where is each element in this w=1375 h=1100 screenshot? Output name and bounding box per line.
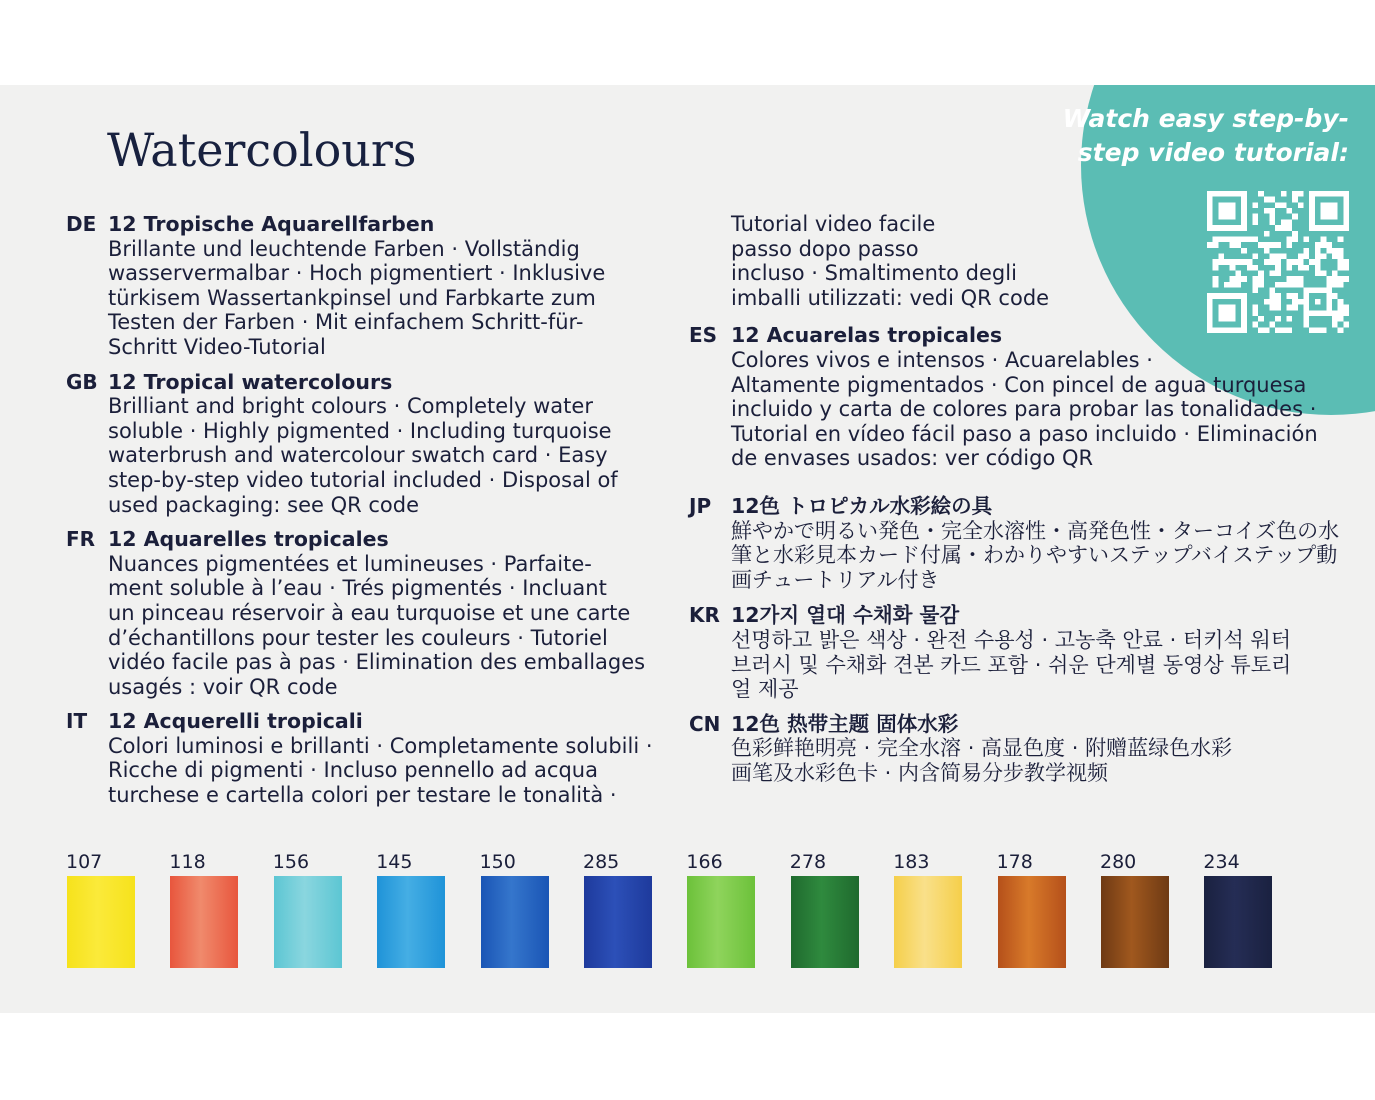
swatch-number: 278 <box>789 851 827 873</box>
language-code: DE <box>66 212 97 236</box>
language-code: IT <box>66 709 88 734</box>
section-text-line: Tutorial video facile <box>731 212 936 236</box>
swatch-number: 118 <box>169 851 206 873</box>
section-heading: 12가지 열대 수채화 물감 <box>731 603 960 628</box>
section-text-line: turchese e cartella colori per testare le tonalità · <box>108 783 617 808</box>
section-kr <box>689 603 1349 701</box>
section-text-line: 선명하고 밝은 색상 · 완전 수용성 · 고농축 안료 · 터키석 워터 <box>731 627 1292 652</box>
section-text-line: waterbrush and watercolour swatch card · Easy <box>108 443 608 468</box>
color-swatch <box>791 876 859 968</box>
section-text-line: step-by-step video tutorial included · Disposal of <box>108 467 618 492</box>
section-heading: 12 Acuarelas tropicales <box>731 323 1003 348</box>
swatch-number: 145 <box>376 851 413 873</box>
section-text-line: d’échantillons pour tester les couleurs · Tutoriel <box>108 625 608 650</box>
section-text-line: Schritt Video-Tutorial <box>108 334 326 359</box>
section-text-line: Tutorial en vídeo fácil paso a paso incluido · Eliminación <box>731 421 1318 446</box>
color-swatch <box>687 876 755 968</box>
swatch-number: 280 <box>1100 851 1137 873</box>
section-text-line: passo dopo passo <box>731 236 919 261</box>
section-text-line: Altamente pigmentados · Con pincel de agua turquesa <box>731 372 1307 397</box>
color-swatch <box>1204 876 1272 968</box>
section-text-line: used packaging: see QR code <box>108 492 420 517</box>
section-cn <box>689 712 1349 786</box>
section-text-line: un pinceau réservoir à eau turquoise et une carte <box>108 600 631 625</box>
swatch-number: 178 <box>996 851 1033 873</box>
section-gb <box>66 370 676 518</box>
callout-line-2: step video tutorial: <box>1077 138 1349 167</box>
language-code: KR <box>689 603 720 628</box>
color-swatch <box>377 876 445 968</box>
section-text-line: 鮮やかで明るい発色・完全水溶性・高発色性・ターコイズ色の水 <box>731 518 1340 543</box>
section-text-line: Ricche di pigmenti · Incluso pennello ad acqua <box>108 758 598 783</box>
label-panel <box>0 85 1375 1013</box>
right-column <box>689 212 1349 785</box>
swatch-number: 285 <box>583 851 620 873</box>
swatch-number: 150 <box>479 851 516 873</box>
section-text-line: 얼 제공 <box>731 677 799 702</box>
section-heading: 12 Tropische Aquarellfarben <box>108 212 435 236</box>
section-text-line: incluso · Smaltimento degli <box>731 261 1017 286</box>
language-code: CN <box>689 711 721 736</box>
section-text-line: ment soluble à l’eau · Trés pigmentés · Incluant <box>108 576 607 601</box>
callout-line-1: Watch easy step-by- <box>1062 104 1349 133</box>
swatch-number: 183 <box>893 851 930 873</box>
section-heading: 12色 热带主题 固体水彩 <box>731 711 959 736</box>
section-heading: 12 Acquerelli tropicali <box>108 709 363 734</box>
swatch-number: 166 <box>686 851 723 873</box>
color-swatch <box>584 876 652 968</box>
section-it <box>66 709 676 807</box>
section-text-line: usagés : voir QR code <box>108 674 338 699</box>
section-text-line: soluble · Highly pigmented · Including turquoise <box>108 418 612 443</box>
language-code: FR <box>66 527 96 552</box>
color-swatch <box>998 876 1066 968</box>
swatch-number: 107 <box>66 851 103 873</box>
section-it-continued <box>689 212 1349 310</box>
section-text-line: 筆と水彩見本カード付属・わかりやすいステップバイステップ動 <box>731 543 1338 568</box>
section-jp <box>689 494 1349 592</box>
section-text-line: 브러시 및 수채화 견본 카드 포함 · 쉬운 단계별 동영상 튜토리 <box>731 652 1292 677</box>
section-text-line: Colores vivos e intensos · Acuarelables · <box>731 347 1153 372</box>
video-callout-text <box>1049 102 1349 170</box>
section-heading: 12 Tropical watercolours <box>108 369 393 394</box>
color-swatch <box>1101 876 1169 968</box>
left-column <box>66 212 676 808</box>
section-text-line: 画チュートリアル付き <box>731 567 940 592</box>
section-text-line: Brillante und leuchtende Farben · Vollständig <box>108 236 580 261</box>
section-fr <box>66 527 676 699</box>
color-swatch <box>274 876 342 968</box>
section-text-line: Colori luminosi e brillanti · Completamente solubili · <box>108 733 653 758</box>
section-text-line: imballi utilizzati: vedi QR code <box>731 285 1050 310</box>
color-swatch <box>67 876 135 968</box>
color-swatch <box>894 876 962 968</box>
section-de <box>66 212 676 360</box>
language-code: JP <box>689 493 712 518</box>
page-title: Watercolours <box>107 123 417 177</box>
section-text-line: Brilliant and bright colours · Completely water <box>108 394 593 419</box>
section-text-line: türkisem Wassertankpinsel und Farbkarte zum <box>108 285 596 310</box>
section-heading: 12色 トロピカル水彩絵の具 <box>731 493 993 518</box>
section-text-line: 画笔及水彩色卡 · 内含简易分步教学视频 <box>731 760 1109 785</box>
section-text-line: Testen der Farben · Mit einfachem Schritt-für- <box>108 310 584 335</box>
section-text-line: wasservermalbar · Hoch pigmentiert · Inklusive <box>108 261 606 286</box>
language-code: GB <box>66 369 98 394</box>
section-heading: 12 Aquarelles tropicales <box>108 527 389 552</box>
section-text-line: de envases usados: ver código QR <box>731 446 1094 471</box>
swatch-number: 156 <box>272 851 310 873</box>
section-text-line: 色彩鲜艳明亮 · 完全水溶 · 高显色度 · 附赠蓝绿色水彩 <box>731 736 1233 761</box>
language-code: ES <box>689 323 718 348</box>
section-text-line: Nuances pigmentées et lumineuses · Parfaite- <box>108 551 592 576</box>
color-swatch <box>481 876 549 968</box>
swatch-number: 234 <box>1203 851 1240 873</box>
section-text-line: incluido y carta de colores para probar las tonalidades · <box>731 397 1317 422</box>
color-swatch <box>170 876 238 968</box>
section-text-line: vidéo facile pas à pas · Elimination des emballages <box>108 650 646 675</box>
section-es <box>689 323 1349 471</box>
